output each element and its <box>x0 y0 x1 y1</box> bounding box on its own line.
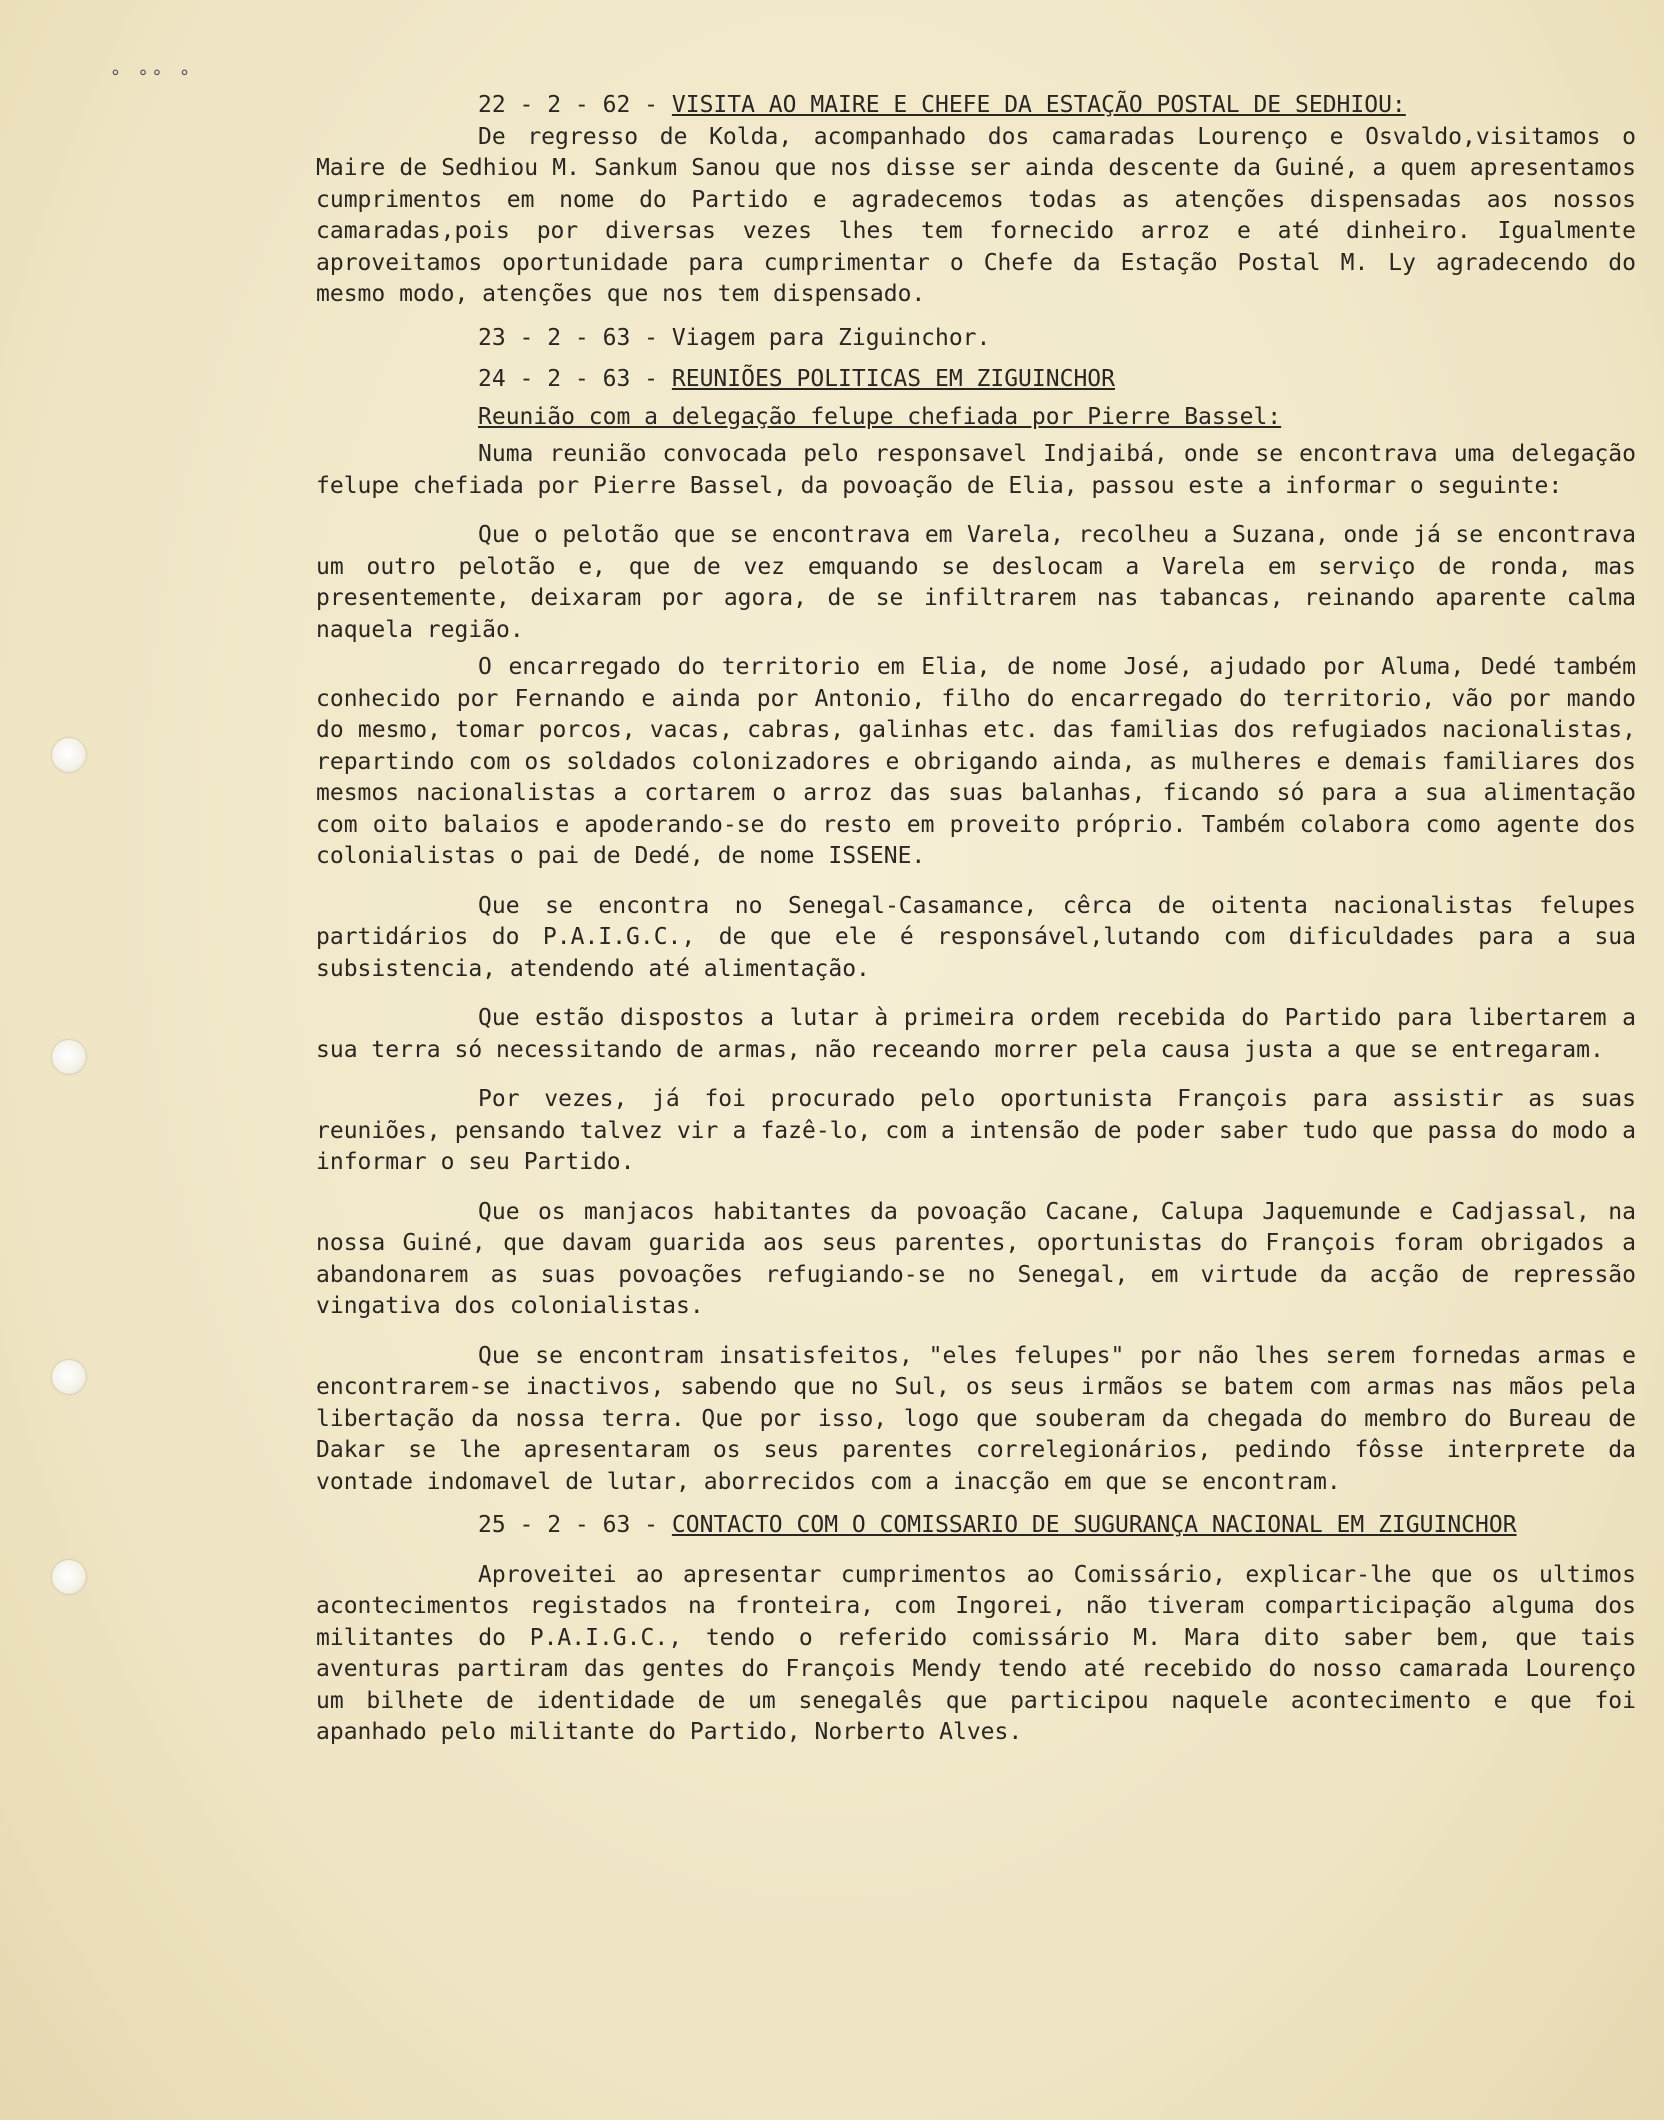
entry-heading <box>316 364 1636 396</box>
entry-paragraph: Que estão dispostos a lutar à primeira ordem recebida do Partido para libertarem a sua terra só necessitando de armas, não receando morrer pela causa justa a que se entregaram. <box>316 1005 1636 1063</box>
entry-paragraph: Numa reunião convocada pelo responsavel Indjaibá, onde se encontrava uma delegação felupe chefiada por Pierre Bassel, da povoação de Elia, passou este a informar o seguinte: <box>316 441 1636 499</box>
entry-24-2-63 <box>316 364 1636 1498</box>
entry-paragraph: Que o pelotão que se encontrava em Varela, recolheu a Suzana, onde já se encontrava um outro pelotão e, que de vez emquando se deslocam a Varela em serviço de ronda, mas presentemente, deixaram por agora, de se infiltrarem nas tabancas, reinando aparente calma naquela região. <box>316 522 1636 643</box>
entry-date: 23 - 2 - 63 - <box>478 324 659 351</box>
punch-hole <box>52 738 86 772</box>
entry-25-2-63 <box>316 1510 1636 1749</box>
entry-date: 25 - 2 - 63 - <box>478 1512 659 1538</box>
entry-title: VISITA AO MAIRE E CHEFE DA ESTAÇÃO POSTAL DE SEDHIOU: <box>671 92 1406 118</box>
entry-23-2-63 <box>316 323 1636 355</box>
punch-hole <box>52 1560 86 1594</box>
entry-title: REUNIÕES POLITICAS EM ZIGUINCHOR <box>671 366 1115 392</box>
punch-hole <box>52 1040 86 1074</box>
entry-heading <box>316 1510 1636 1542</box>
entry-date: 22 - 2 - 62 - <box>478 92 659 118</box>
entry-paragraph: Que se encontram insatisfeitos, "eles felupes" por não lhes serem fornedas armas e encontrarem-se inactivos, sabendo que no Sul, os seus irmãos se batem com armas nas mãos pela libertação da nossa terra. Que por isso, logo que souberam da chegada do membro do Bureau de Dakar se lhe apresentaram os seus parentes correlegionários, pedindo fôsse interprete da vontade indomavel de lutar, aborrecidos com a inacção em que se encontram. <box>316 1342 1636 1495</box>
entry-paragraph: O encarregado do territorio em Elia, de nome José, ajudado por Aluma, Dedé também conhecido por Fernando e ainda por Antonio, filho do encarregado do territorio, vão por mando do mesmo, tomar porcos, vacas, cabras, galinhas etc. das familias dos refugiados nacionalistas, repartindo com os soldados colonizadores e obrigando ainda, as mulheres e demais familiares dos mesmos nacionalistas a cortarem o arroz das suas balanhas, ficando só para a sua alimentação com oito balaios e apoderando-se do resto em proveito próprio. Também colabora como agente dos colonialistas o pai de Dedé, de nome ISSENE. <box>316 654 1636 869</box>
entry-subtitle: Reunião com a delegação felupe chefiada por Pierre Bassel: <box>478 403 1282 430</box>
entry-paragraph: Que se encontra no Senegal-Casamance, cêrca de oitenta nacionalistas felupes partidários do P.A.I.G.C., de que ele é responsável,lutando com dificuldades para a sua subsistencia, atendendo até alimentação. <box>316 892 1636 982</box>
page-marks: ∘ ∘∘ ∘ <box>110 62 194 83</box>
document-body <box>316 90 1636 1761</box>
entry-22-2-62 <box>316 90 1636 311</box>
punch-hole <box>52 1360 86 1394</box>
entry-paragraph: Por vezes, já foi procurado pelo oportunista François para assistir as suas reuniões, pensando talvez vir a fazê-lo, com a intensão de poder saber tudo que passa do modo a informar o seu Partido. <box>316 1086 1636 1175</box>
entry-date: 24 - 2 - 63 - <box>478 366 659 392</box>
entry-heading <box>316 90 1636 122</box>
entry-paragraph: Aproveitei ao apresentar cumprimentos ao Comissário, explicar-lhe que os ultimos acontecimentos registados na fronteira, com Ingorei, não tiveram comparticipação alguma dos militantes do P.A.I.G.C., tendo o referido comissário M. Mara dito saber bem, que tais aventuras partiram das gentes do François Mendy tendo até recebido do nosso camarada Lourenço um bilhete de identidade de um senegalês que participou naquele acontecimento e que foi apanhado pelo militante do Partido, Norberto Alves. <box>316 1561 1636 1745</box>
entry-paragraph: Que os manjacos habitantes da povoação Cacane, Calupa Jaquemunde e Cadjassal, na nossa Guiné, que davam guarida aos seus parentes, oportunistas do François foram obrigados a abandonarem as suas povoações refugiando-se no Senegal, em virtude da acção de repressão vingativa dos colonialistas. <box>316 1198 1636 1319</box>
entry-title: CONTACTO COM O COMISSARIO DE SUGURANÇA NACIONAL EM ZIGUINCHOR <box>671 1512 1517 1538</box>
entry-text: Viagem para Ziguinchor. <box>671 324 991 351</box>
entry-paragraph: De regresso de Kolda, acompanhado dos camaradas Lourenço e Osvaldo,visitamos o Maire de Sedhiou M. Sankum Sanou que nos disse ser ainda descente da Guiné, a quem apresentamos cumprimentos em nome do Partido e agradecemos todas as atenções dispensadas aos nossos camaradas,pois por diversas vezes lhes tem fornecido arroz e até dinheiro. Igualmente aproveitamos oportunidade para cumprimentar o Chefe da Estação Postal M. Ly agradecendo do mesmo modo, atenções que nos tem dispensado. <box>316 123 1636 307</box>
